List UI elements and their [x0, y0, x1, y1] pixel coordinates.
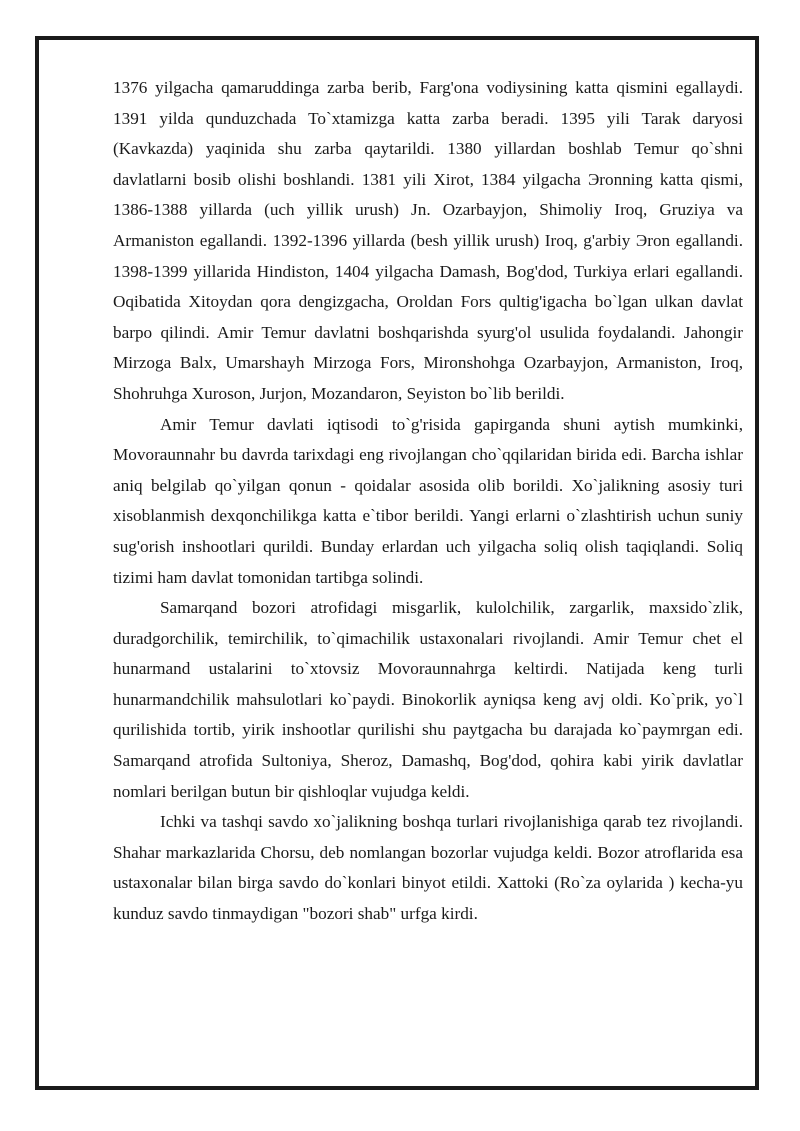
document-body [113, 73, 743, 930]
paragraph-2: Amir Temur davlati iqtisodi to`g'risida gapirganda shuni aytish mumkinki, Movoraunnahr bu davrda tarixdagi eng rivojlangan cho`qqilaridan birida edi. Barcha ishlar aniq belgilab qo`yilgan qonun - qoidalar asosida olib borildi. Xo`jalikning asosiy turi xisoblanmish dexqonchilikga katta e`tibor berildi. Yangi erlarni o`zlashtirish uchun suniy sug'orish inshootlari qurildi. Bunday erlardan uch yilgacha soliq olish taqiqlandi. Soliq tizimi ham davlat tomonidan tartibga solindi. [113, 414, 743, 587]
paragraph-4: Ichki va tashqi savdo xo`jalikning boshqa turlari rivojlanishiga qarab tez rivojlandi. Shahar markazlarida Chorsu, deb nomlangan bozorlar vujudga keldi. Bozor atroflarida esa ustaxonalar bilan birga savdo do`konlari binyot etildi. Xattoki (Ro`za oylarida ) kecha-yu kunduz savdo tinmaydigan "bozori shab" urfga kirdi. [113, 812, 743, 924]
paragraph-3: Samarqand bozori atrofidagi misgarlik, kulolchilik, zargarlik, maxsido`zlik, duradgorchilik, temirchilik, to`qimachilik ustaxonalari rivojlandi. Amir Temur chet el hunarmand ustalarini to`xtovsiz Movoraunnahrga keltirdi. Natijada keng turli hunarmandchilik mahsulotlari ko`paydi. Binokorlik ayniqsa keng avj oldi. Ko`prik, yo`l qurilishida tortib, yirik inshootlar qurilishi shu paytgacha bu darajada ko`paymrgan edi. Samarqand atrofida Sultoniya, Sheroz, Damashq, Bog'dod, qohira kabi yirik davlatlar nomlari berilgan butun bir qishloqlar vujudga keldi. [113, 598, 743, 801]
paragraph-1: 1376 yilgacha qamaruddinga zarba berib, Farg'ona vodiysining katta qismini egallaydi. 1391 yilda qunduzchada To`xtamizga katta zarba beradi. 1395 yili Tarak daryosi (Kavkazda) yaqinida shu zarba qaytarildi. 1380 yillardan boshlab Temur qo`shni davlatlarni bosib olishi boshlandi. 1381 yili Xirot, 1384 yilgacha Эronning katta qismi, 1386-1388 yillarda (uch yillik urush) Jn. Ozarbayjon, Shimoliy Iroq, Gruziya va Armaniston egallandi. 1392-1396 yillarda (besh yillik urush) Iroq, g'arbiy Эron egallandi. 1398-1399 yillarida Hindiston, 1404 yilgacha Damash, Bog'dod, Turkiya erlari egallandi. Oqibatida Xitoydan qora dengizgacha, Oroldan Fors qultig'igacha bo`lgan ulkan davlat barpo qilindi. Amir Temur davlatni boshqarishda syurg'ol usulida foydalandi. Jahongir Mirzoga Balx, Umarshayh Mirzoga Fors, Mironshohga Ozarbayjon, Armaniston, Iroq, Shohruhga Xuroson, Jurjon, Mozandaron, Seyiston bo`lib berildi. [113, 78, 743, 403]
